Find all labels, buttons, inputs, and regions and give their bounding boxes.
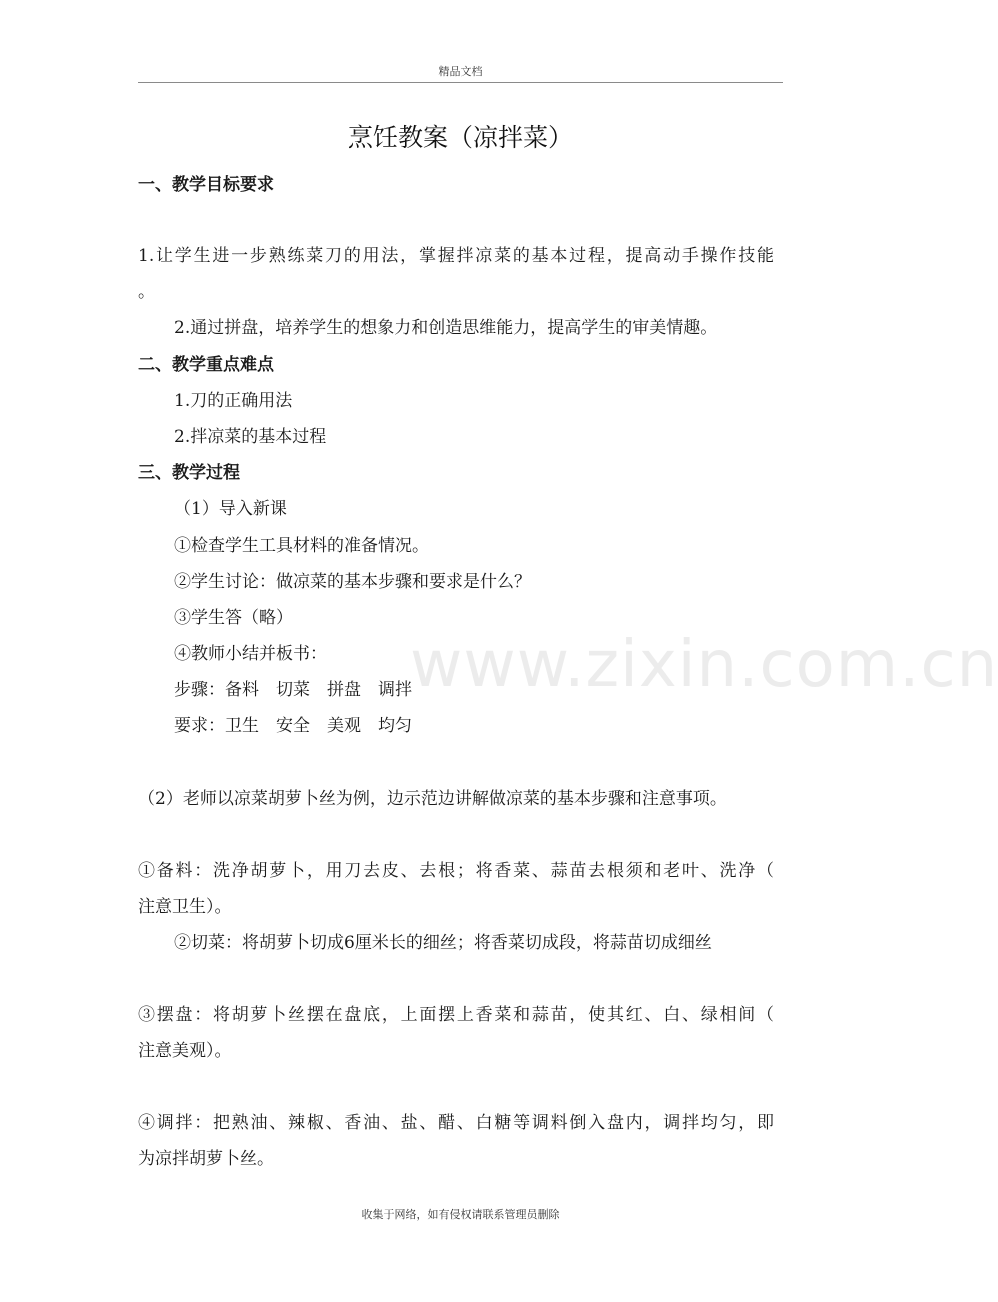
process-item: ④教师小结并板书： — [174, 644, 327, 664]
objective-item-2: 2.通过拼盘，培养学生的想象力和创造思维能力，提高学生的审美情趣。 — [174, 318, 718, 338]
demo-step-prepare-continued: 注意卫生）。 — [138, 897, 232, 917]
demo-step-mix-continued: 为凉拌胡萝卜丝。 — [138, 1149, 274, 1169]
key-point-item-2: 2.拌凉菜的基本过程 — [174, 427, 327, 447]
document-title: 烹饪教案（凉拌菜） — [347, 123, 573, 152]
demo-step-plate: ③摆盘：将胡萝卜丝摆在盘底，上面摆上香菜和蒜苗，使其红、白、绿相间（ — [138, 1005, 774, 1025]
process-requirements-list: 要求：卫生 安全 美观 均匀 — [174, 716, 412, 736]
process-step-intro: （1）导入新课 — [174, 499, 287, 519]
section-heading-key-points: 二、教学重点难点 — [138, 355, 274, 375]
key-point-item-1: 1.刀的正确用法 — [174, 391, 293, 411]
process-item: ③学生答（略） — [174, 608, 293, 628]
process-item: ②学生讨论：做凉菜的基本步骤和要求是什么？ — [174, 572, 531, 592]
section-heading-process: 三、教学过程 — [138, 463, 240, 483]
process-steps-list: 步骤：备料 切菜 拼盘 调拌 — [174, 680, 412, 700]
watermark: www.zixin.com.cn — [410, 628, 998, 702]
demo-step-plate-continued: 注意美观）。 — [138, 1041, 232, 1061]
process-item: ①检查学生工具材料的准备情况。 — [174, 536, 429, 556]
demo-step-mix: ④调拌：把熟油、辣椒、香油、盐、醋、白糖等调料倒入盘内，调拌均匀，即 — [138, 1113, 774, 1133]
objective-item-1-continued: 。 — [138, 282, 155, 302]
page-footer: 收集于网络，如有侵权请联系管理员删除 — [361, 1208, 560, 1221]
page-header: 精品文档 — [138, 64, 783, 83]
demo-step-cut: ②切菜：将胡萝卜切成6厘米长的细丝；将香菜切成段，将蒜苗切成细丝 — [174, 933, 712, 953]
objective-item-1: 1.让学生进一步熟练菜刀的用法，掌握拌凉菜的基本过程，提高动手操作技能 — [138, 246, 774, 266]
demo-step-prepare: ①备料：洗净胡萝卜，用刀去皮、去根；将香菜、蒜苗去根须和老叶、洗净（ — [138, 861, 774, 881]
process-demo-paragraph: （2）老师以凉菜胡萝卜丝为例，边示范边讲解做凉菜的基本步骤和注意事项。 — [138, 789, 727, 809]
section-heading-objectives: 一、教学目标要求 — [138, 175, 274, 195]
